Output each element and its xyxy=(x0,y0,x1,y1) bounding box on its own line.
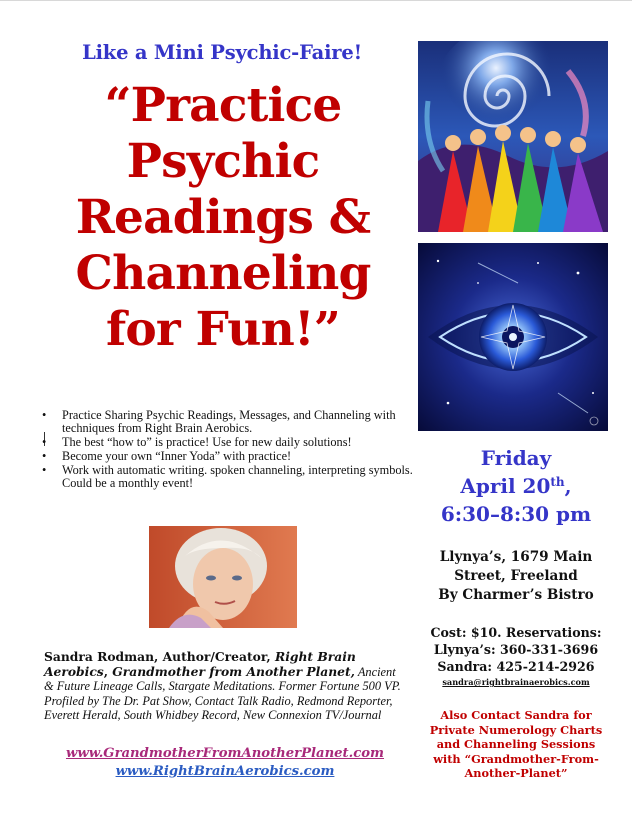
promo-line: Also Contact Sandra for xyxy=(440,708,592,722)
event-date-suffix: th xyxy=(550,475,565,489)
author-portrait xyxy=(149,526,297,628)
tagline: Like a Mini Psychic-Faire! xyxy=(82,41,362,64)
event-datetime xyxy=(418,444,614,528)
bio-separator: , xyxy=(103,663,113,679)
author-bio xyxy=(44,650,406,723)
headline-line: “Practice xyxy=(104,78,342,133)
book-title: Grandmother from Another Planet, xyxy=(112,663,355,679)
website-link-rightbrain[interactable]: www.RightBrainAerobics.com xyxy=(115,764,335,779)
event-time: 6:30–8:30 pm xyxy=(440,502,592,526)
promo-note xyxy=(418,708,614,781)
book-title: Right Brain Aerobics xyxy=(44,649,356,679)
headline-line: Psychic xyxy=(126,134,320,189)
feature-list xyxy=(62,409,422,491)
venue-line: Llynya’s, 1679 Main xyxy=(439,549,593,565)
list-item: • Practice Sharing Psychic Readings, Messages, and Channeling with techniques from Right Brain Aerobics. xyxy=(62,409,422,435)
event-day: Friday xyxy=(480,446,552,470)
event-date-main: April 20 xyxy=(460,474,551,498)
cost-contact xyxy=(418,624,614,675)
list-item: • Become your own “Inner Yoda” with practice! xyxy=(62,450,422,463)
email-link[interactable]: sandra@rightbrainaerobics.com xyxy=(442,677,590,687)
author-name: Sandra Rodman, Author/Creator, xyxy=(44,649,275,664)
headline-line: for Fun!” xyxy=(105,302,341,357)
venue-line: Street, Freeland xyxy=(454,568,578,584)
list-item: • Work with automatic writing. spoken channeling, interpreting symbols. Could be a monthly event! xyxy=(62,464,422,490)
headline-line: Readings & xyxy=(75,190,371,245)
promo-line: Private Numerology Charts xyxy=(429,722,603,737)
headline xyxy=(14,78,432,358)
event-date-comma: , xyxy=(564,474,572,498)
dancing-figures-artwork xyxy=(418,41,608,232)
promo-line: Another-Planet” xyxy=(464,766,568,780)
bio-text: Ancient & Future Lineage Calls, Stargate Meditations. Former Fortune 500 VP. Profiled by xyxy=(44,664,401,708)
event-date xyxy=(418,472,614,500)
venue xyxy=(418,548,614,605)
cost-line: Cost: $10. Reservations: xyxy=(430,625,602,640)
venue-line: By Charmer’s Bistro xyxy=(438,587,594,603)
website-link-grandmother[interactable]: www.GrandmotherFromAnotherPlanet.com xyxy=(65,746,385,761)
show-title: The Dr. Pat Show xyxy=(102,693,189,708)
phone-line: Llynya’s: 360-331-3696 xyxy=(433,642,599,657)
phone-line: Sandra: 425-214-2926 xyxy=(437,659,595,674)
list-item: • The best “how to” is practice! Use for new daily solutions! xyxy=(62,436,422,449)
promo-line: and Channeling Sessions xyxy=(436,737,596,751)
promo-line: with “Grandmother-From- xyxy=(433,751,599,766)
headline-line: Channeling xyxy=(75,246,371,301)
bio-text: , Contact Talk Radio, Redmond Reporter, Everett Herald, South Whidbey Record, New Connexion TV/Journal xyxy=(44,693,393,722)
cosmic-eye-artwork xyxy=(418,243,608,431)
